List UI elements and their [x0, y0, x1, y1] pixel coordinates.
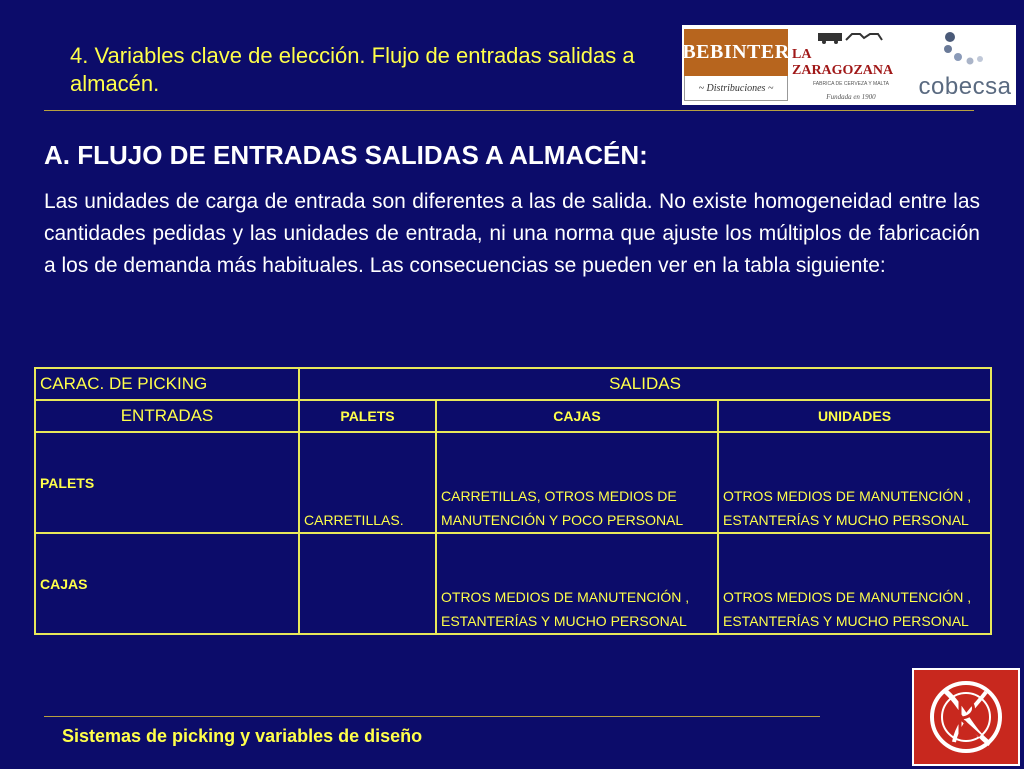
table-cell: OTROS MEDIOS DE MANUTENCIÓN , ESTANTERÍAS Y MUCHO PERSONAL [436, 533, 718, 634]
cobecsa-dots-icon [940, 29, 990, 69]
section-body-text: Las unidades de carga de entrada son diferentes a las de salida. No existe homogeneidad entre las cantidades pedidas y las unidades de entrada, ni una norma que ajuste los múltiplos de fabricación a los de demanda más habituales. Las consecuencias se pueden ver en la tabla siguiente: [44, 190, 980, 277]
table-cell: CARRETILLAS. [299, 432, 436, 533]
horse-cart-icon [816, 30, 886, 47]
table-cell [299, 533, 436, 634]
table-row [35, 533, 991, 634]
university-crest-logo [912, 668, 1020, 766]
zaragozana-logo [788, 25, 914, 105]
picking-table [34, 367, 992, 635]
zaragozana-logo-signature: Fundada en 1900 [826, 92, 876, 101]
header-divider [44, 110, 974, 111]
table-row [35, 432, 991, 533]
sponsor-logos [682, 25, 1016, 105]
crest-monogram-icon [914, 670, 1018, 764]
table-cell: CARRETILLAS, OTROS MEDIOS DE MANUTENCIÓN Y POCO PERSONAL [436, 432, 718, 533]
zaragozana-logo-name: LA ZARAGOZANA [792, 46, 894, 78]
table-salidas-header: SALIDAS [299, 368, 991, 400]
table-entradas-header: ENTRADAS [35, 400, 299, 432]
row-label-cajas: CAJAS [35, 533, 299, 634]
column-header-cajas: CAJAS [436, 400, 718, 432]
row-label-palets: PALETS [35, 432, 299, 533]
zaragozana-logo-sub: FABRICA DE CERVEZA Y MALTA [813, 80, 889, 87]
footer-divider [44, 716, 820, 717]
section-heading: A. FLUJO DE ENTRADAS SALIDAS A ALMACÉN: [44, 140, 648, 170]
column-header-palets: PALETS [299, 400, 436, 432]
bebinter-logo-tagline: ~ Distribuciones ~ [684, 76, 788, 101]
slide-title: 4. Variables clave de elección. Flujo de entradas salidas a almacén. [70, 43, 635, 96]
cobecsa-logo-name: cobecsa [918, 73, 1012, 100]
table-cell: OTROS MEDIOS DE MANUTENCIÓN , ESTANTERÍAS Y MUCHO PERSONAL [718, 533, 991, 634]
column-header-unidades: UNIDADES [718, 400, 991, 432]
cobecsa-logo [914, 25, 1016, 105]
bebinter-logo-name: BEBINTER [684, 29, 788, 76]
table-corner-label: CARAC. DE PICKING [35, 368, 299, 400]
footer-text: Sistemas de picking y variables de diseño [62, 726, 423, 746]
bebinter-logo [684, 29, 788, 101]
table-cell: OTROS MEDIOS DE MANUTENCIÓN , ESTANTERÍAS Y MUCHO PERSONAL [718, 432, 991, 533]
